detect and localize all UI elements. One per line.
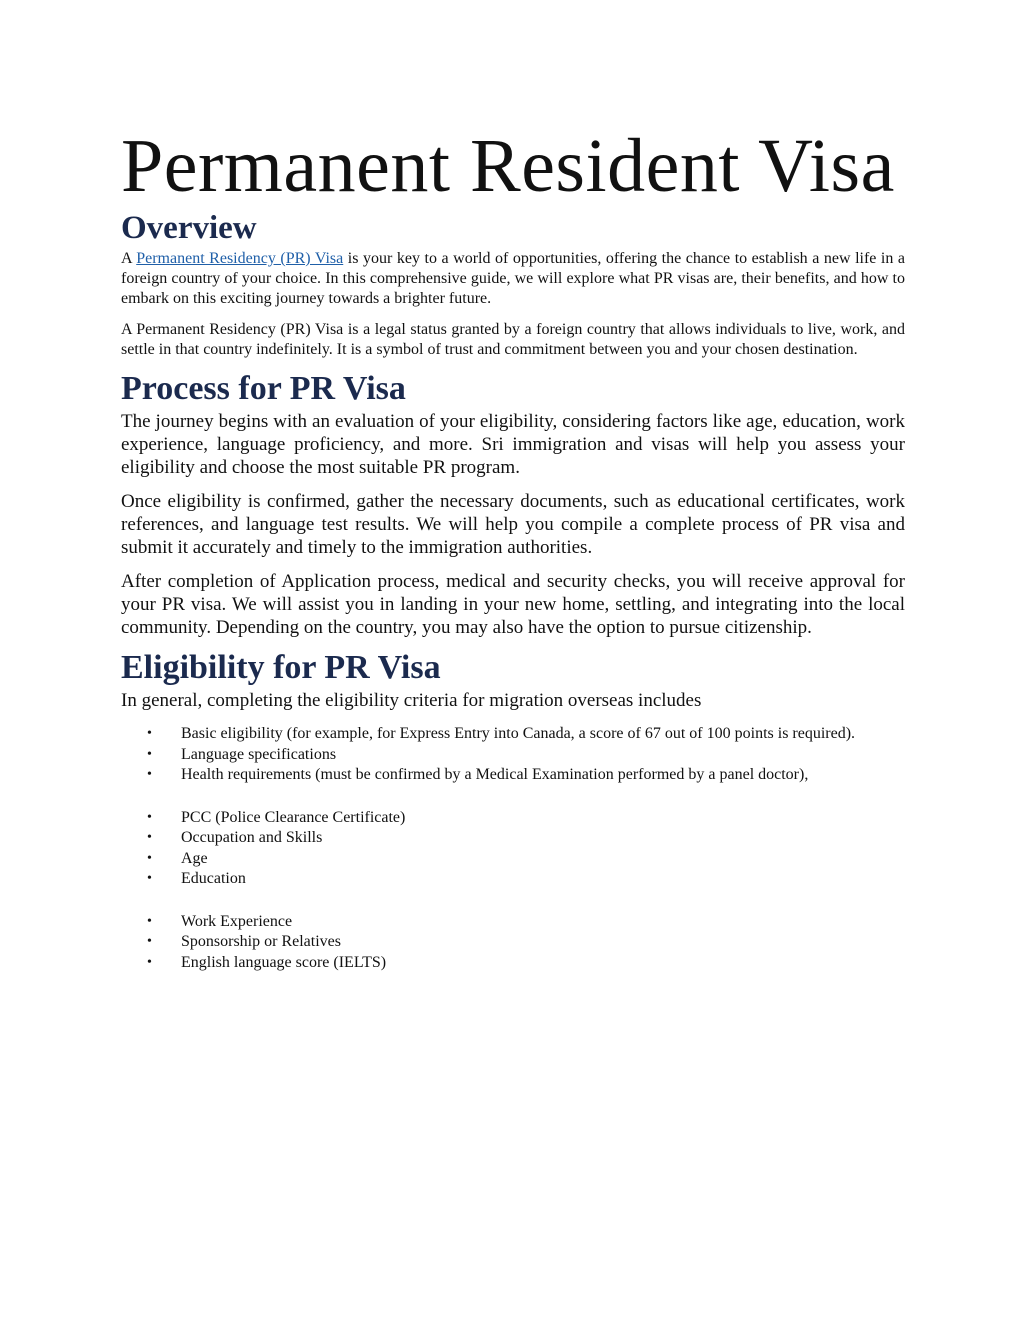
overview-paragraph-1 xyxy=(121,249,905,309)
page-title: Permanent Resident Visa xyxy=(121,124,895,208)
document-page xyxy=(121,124,905,973)
eligibility-heading: Eligibility for PR Visa xyxy=(121,649,441,686)
list-item: • Health requirements (must be confirmed by a Medical Examination performed by a panel doctor), xyxy=(121,765,905,786)
criteria-list-3 xyxy=(121,912,905,974)
overview-p1-prefix: A xyxy=(121,250,132,267)
list-item: • Language specifications xyxy=(121,745,905,766)
list-item: • Work Experience xyxy=(121,912,905,933)
bullet-icon: • xyxy=(147,809,152,825)
eligibility-intro: In general, completing the eligibility criteria for migration overseas includes xyxy=(121,690,702,711)
list-item: • PCC (Police Clearance Certificate) xyxy=(121,808,905,829)
bullet-icon: • xyxy=(147,871,152,886)
bullet-icon: • xyxy=(147,850,152,866)
list-item: • Sponsorship or Relatives xyxy=(121,932,905,953)
overview-paragraph-2: A Permanent Residency (PR) Visa is a legal status granted by a foreign country that allows individuals to live, work, and settle in that country indefinitely. It is a symbol of trust and commitment between you and your chosen destination. xyxy=(121,321,905,358)
pr-visa-link[interactable]: Permanent Residency (PR) Visa xyxy=(136,250,344,267)
criteria-list-2 xyxy=(121,808,905,890)
criteria-list-1 xyxy=(121,724,905,786)
process-heading: Process for PR Visa xyxy=(121,370,406,407)
process-paragraph-1: The journey begins with an evaluation of your eligibility, considering factors like age, education, work experience, language proficiency, and more. Sri immigration and visas will help you assess your eligibility and choose the most suitable PR program. xyxy=(121,411,905,478)
process-paragraph-2: Once eligibility is confirmed, gather the necessary documents, such as educational certificates, work references, and language test results. We will help you compile a complete process of PR visa and submit it accurately and timely to the immigration authorities. xyxy=(121,491,905,558)
overview-p1-rest: is your key to a world of opportunities, offering the chance to establish a new life in a foreign country of your choice. In this comprehensive guide, we will explore what PR visas are, their benefits, and how to embark on this exciting journey towards a brighter future. xyxy=(121,250,906,307)
list-item: • Basic eligibility (for example, for Express Entry into Canada, a score of 67 out of 100 points is required). xyxy=(121,724,905,745)
process-paragraph-3: After completion of Application process, medical and security checks, you will receive approval for your PR visa. We will assist you in landing in your new home, settling, and integrating into the local community. Depending on the country, you may also have the option to pursue citizenship. xyxy=(121,571,905,638)
bullet-icon: • xyxy=(147,746,152,762)
list-item: • Occupation and Skills xyxy=(121,828,905,849)
bullet-icon: • xyxy=(147,913,152,929)
bullet-icon: • xyxy=(147,934,152,949)
overview-heading: Overview xyxy=(121,210,257,246)
bullet-icon: • xyxy=(147,726,152,741)
bullet-icon: • xyxy=(147,830,152,845)
bullet-icon: • xyxy=(147,767,152,782)
bullet-icon: • xyxy=(147,954,152,970)
list-item: • Education xyxy=(121,869,905,890)
list-item: • Age xyxy=(121,849,905,870)
list-item: • English language score (IELTS) xyxy=(121,953,905,974)
